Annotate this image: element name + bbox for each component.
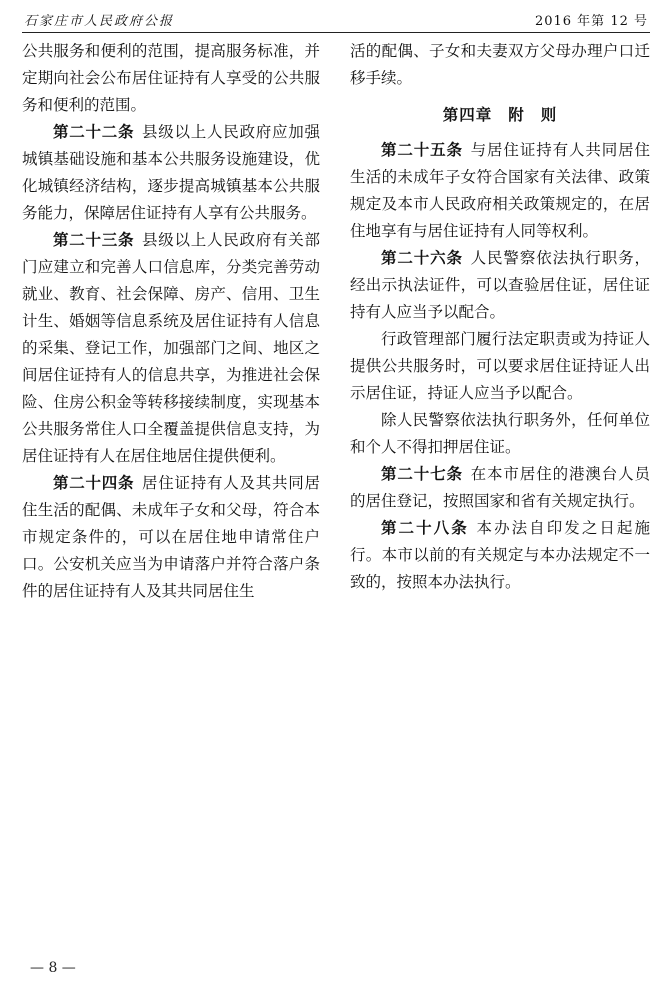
article-heading: 第二十七条 xyxy=(381,465,463,483)
article-24 xyxy=(22,470,320,605)
article-text: 居住证持有人及其共同居住生活的配偶、未成年子女和父母，符合本市规定条件的，可以在居住地申请常住户口。公安机关应当为申请落户并符合落户条件的居住证持有人及其共同居住生 xyxy=(22,474,320,600)
paragraph: 活的配偶、子女和夫妻双方父母办理户口迁移手续。 xyxy=(350,42,650,87)
article-25 xyxy=(350,137,650,245)
article-27 xyxy=(350,461,650,515)
paragraph: 公共服务和便利的范围，提高服务标准，并定期向社会公布居住证持有人享受的公共服务和便利的范围。 xyxy=(22,42,320,114)
publication-title: 石家庄市人民政府公报 xyxy=(24,14,175,29)
issue-number: 2016 年第 12 号 xyxy=(534,14,648,29)
article-text: 县级以上人民政府有关部门应建立和完善人口信息库，分类完善劳动就业、教育、社会保障、房产、信用、卫生计生、婚姻等信息系统及居住证持有人信息的采集、登记工作，加强部门之间、地区之间居住证持有人的信息共享，为推进社会保险、住房公积金等转移接续制度，实现基本公共服务常住人口全覆盖提供信息支持，为居住证持有人在居住地居住提供便利。 xyxy=(22,231,320,465)
page-number: — 8 — xyxy=(30,960,76,976)
article-26 xyxy=(350,245,650,326)
chapter-title-1: 附 xyxy=(508,106,525,124)
article-28 xyxy=(350,515,650,596)
article-heading: 第二十四条 xyxy=(53,474,135,492)
article-heading: 第二十二条 xyxy=(53,123,135,141)
paragraph: 除人民警察依法执行职务外，任何单位和个人不得扣押居住证。 xyxy=(350,411,650,456)
page-header xyxy=(22,6,650,33)
chapter-heading xyxy=(350,102,650,129)
article-23 xyxy=(22,227,320,470)
article-heading: 第二十八条 xyxy=(381,519,469,537)
chapter-title-2: 则 xyxy=(540,106,558,124)
article-text: 人民警察依法执行职务，经出示执法证件，可以查验居住证，居住证持有人应当予以配合。 xyxy=(350,249,650,321)
left-column xyxy=(22,38,320,605)
article-text: 与居住证持有人共同居住生活的未成年子女符合国家有关法律、政策规定及本市人民政府相关政策规定的，在居住地享有与居住证持有人同等权利。 xyxy=(350,141,650,240)
article-heading: 第二十六条 xyxy=(381,249,463,267)
article-text: 本办法自印发之日起施行。本市以前的有关规定与本办法规定不一致的，按照本办法执行。 xyxy=(350,519,650,591)
article-heading: 第二十三条 xyxy=(53,231,135,249)
article-text: 县级以上人民政府应加强城镇基础设施和基本公共服务设施建设，优化城镇经济结构，逐步提高城镇基本公共服务能力，保障居住证持有人享有公共服务。 xyxy=(22,123,320,222)
paragraph: 行政管理部门履行法定职责或为持证人提供公共服务时，可以要求居住证持证人出示居住证，持证人应当予以配合。 xyxy=(350,330,650,402)
right-column xyxy=(350,38,650,596)
article-heading: 第二十五条 xyxy=(381,141,463,159)
chapter-number: 第四章 xyxy=(442,106,493,124)
article-22 xyxy=(22,119,320,227)
article-text: 在本市居住的港澳台人员的居住登记，按照国家和省有关规定执行。 xyxy=(350,465,650,510)
